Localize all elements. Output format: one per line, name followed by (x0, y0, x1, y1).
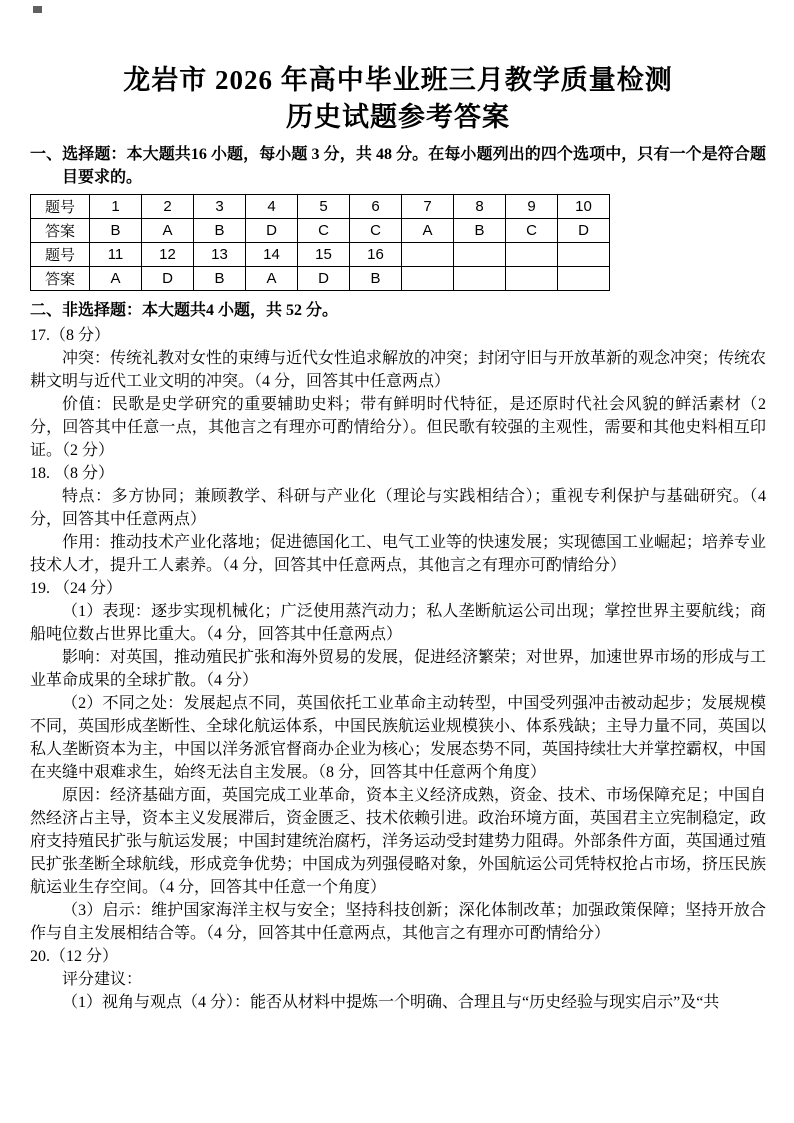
answer-cell: C (350, 218, 402, 242)
question-19-paragraph: （1）表现：逐步实现机械化；广泛使用蒸汽动力；私人垄断航运公司出现；掌控世界主要航线；商船吨位数占世界比重大。（4 分，回答其中任意两点） (30, 602, 766, 643)
question-20-paragraph: 评分建议： (62, 971, 143, 989)
question-number-cell: 14 (246, 242, 298, 266)
row-header-cell: 答案 (31, 218, 90, 242)
question-19-paragraph: 影响：对英国，推动殖民扩张和海外贸易的发展，促进经济繁荣；对世界，加速世界市场的形成与工业革命成果的全球扩散。（4 分） (30, 648, 767, 689)
row-header-cell: 题号 (31, 242, 90, 266)
table-row (31, 266, 610, 290)
answer-cell: D (246, 218, 298, 242)
question-20-paragraph: （1）视角与观点（4 分）：能否从材料中提炼一个明确、合理且与“历史经验与现实启示”及“共 (62, 994, 720, 1012)
answer-cell: A (90, 266, 142, 290)
answer-cell: B (454, 218, 506, 242)
table-row (31, 242, 610, 266)
row-header-cell: 题号 (31, 194, 90, 218)
table-row (31, 194, 610, 218)
answer-cell: A (246, 266, 298, 290)
empty-cell (558, 242, 610, 266)
question-number-cell: 16 (350, 242, 402, 266)
question-17-paragraph: 价值：民歌是史学研究的重要辅助史料；带有鲜明时代特征，是还原时代社会风貌的鲜活素材（2分，回答其中任意一点，其他言之有理亦可酌情给分）。但民歌有较强的主观性，需要和其他史料相互印证。（2 分） (30, 395, 766, 459)
question-19-paragraph: （3）启示：维护国家海洋主权与安全；坚持科技创新；深化体制改革；加强政策保障；坚持开放合作与自主发展相结合等。（4 分，回答其中任意两点，其他言之有理亦可酌情给分） (30, 902, 766, 943)
answer-cell: A (142, 218, 194, 242)
question-19-paragraph: 原因：经济基础方面，英国完成工业革命，资本主义经济成熟，资金、技术、市场保障充足；中国自然经济占主导，资本主义发展滞后，资金匮乏、技术依赖引进。政治环境方面，英国君主立宪制稳定，政府支持殖民扩张与航运发展；中国封建统治腐朽，洋务运动受封建势力阻碍。外部条件方面，英国通过殖民扩张垄断全球航线，形成竞争优势；中国成为列强侵略对象，外国航运公司凭特权抢占市场，挤压民族航运业生存空间。（4 分，回答其中任意一个角度） (30, 787, 767, 897)
answer-cell: B (194, 266, 246, 290)
answer-cell: B (350, 266, 402, 290)
scan-artifact (33, 6, 42, 13)
question-number-cell: 12 (142, 242, 194, 266)
empty-cell (402, 266, 454, 290)
answer-cell: C (506, 218, 558, 242)
question-number-cell: 8 (454, 194, 506, 218)
empty-cell (454, 266, 506, 290)
section-essay-heading: 二、非选择题：本大题共4 小题，共 52 分。 (30, 301, 339, 319)
empty-cell (506, 242, 558, 266)
section-choice-heading: 一、选择题：本大题共16 小题，每小题 3 分，共 48 分。在每小题列出的四个选项中，只有一个是符合题目要求的。 (30, 146, 766, 187)
question-number-cell: 9 (506, 194, 558, 218)
page-subtitle: 历史试题参考答案 (286, 101, 510, 132)
question-20-label: 20.（12 分） (30, 948, 119, 966)
answer-cell: C (298, 218, 350, 242)
empty-cell (558, 266, 610, 290)
question-number-cell: 1 (90, 194, 142, 218)
empty-cell (506, 266, 558, 290)
answer-cell: B (90, 218, 142, 242)
question-17-paragraph: 冲突：传统礼教对女性的束缚与近代女性追求解放的冲突；封闭守旧与开放革新的观念冲突；传统农耕文明与近代工业文明的冲突。（4 分，回答其中任意两点） (30, 349, 767, 390)
empty-cell (402, 242, 454, 266)
question-19-paragraph: （2）不同之处：发展起点不同，英国依托工业革命主动转型，中国受列强冲击被动起步；发展规模不同，英国形成垄断性、全球化航运体系，中国民族航运业规模狭小、体系残缺；主导力量不同，英国以私人垄断资本为主，中国以洋务派官督商办企业为核心；发展态势不同，英国持续壮大并掌控霸权，中国在夹缝中艰难求生，始终无法自主发展。（8 分，回答其中任意两个角度） (30, 695, 767, 782)
question-number-cell: 4 (246, 194, 298, 218)
answer-cell: A (402, 218, 454, 242)
question-17-label: 17.（8 分） (30, 326, 111, 344)
row-header-cell: 答案 (31, 266, 90, 290)
table-row (31, 218, 610, 242)
question-number-cell: 15 (298, 242, 350, 266)
answer-cell: D (142, 266, 194, 290)
answer-table (30, 194, 610, 291)
question-18-paragraph: 作用：推动技术产业化落地；促进德国化工、电气工业等的快速发展；实现德国工业崛起；培养专业技术人才，提升工人素养。（4 分，回答其中任意两点，其他言之有理亦可酌情给分） (30, 533, 767, 574)
question-19-label: 19. （24 分） (30, 579, 123, 597)
question-number-cell: 10 (558, 194, 610, 218)
question-number-cell: 2 (142, 194, 194, 218)
question-number-cell: 7 (402, 194, 454, 218)
question-number-cell: 13 (194, 242, 246, 266)
answer-cell: D (558, 218, 610, 242)
question-number-cell: 11 (90, 242, 142, 266)
answer-cell: B (194, 218, 246, 242)
question-number-cell: 3 (194, 194, 246, 218)
empty-cell (454, 242, 506, 266)
question-number-cell: 6 (350, 194, 402, 218)
question-18-paragraph: 特点：多方协同；兼顾教学、科研与产业化（理论与实践相结合）；重视专利保护与基础研究。（4分，回答其中任意两点） (30, 487, 766, 528)
answer-cell: D (298, 266, 350, 290)
page-title: 龙岩市 2026 年高中毕业班三月教学质量检测 (123, 65, 673, 95)
question-number-cell: 5 (298, 194, 350, 218)
question-18-label: 18. （8 分） (30, 464, 115, 482)
